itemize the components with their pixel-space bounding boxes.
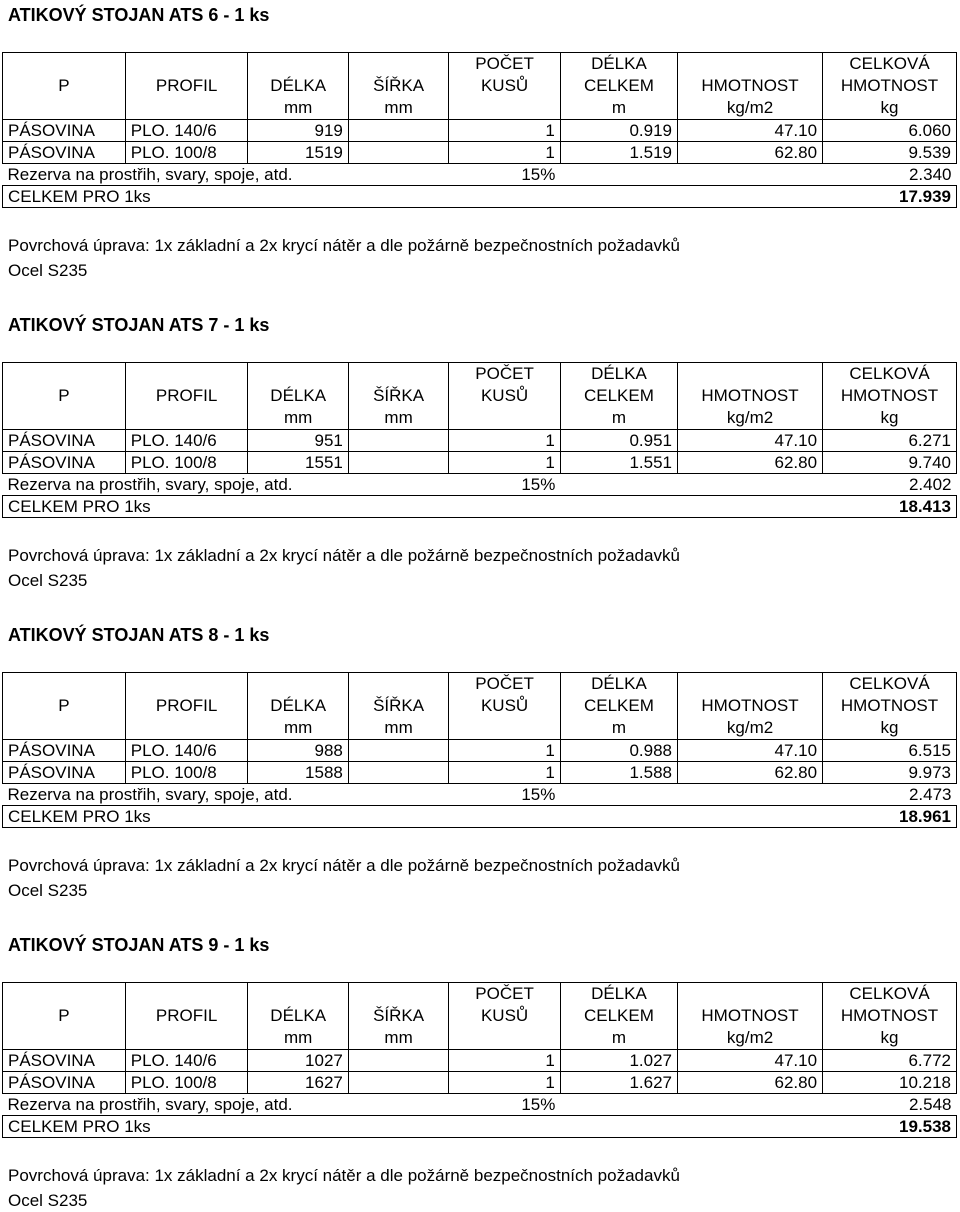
reserve-label: Rezerva na prostřih, svary, spoje, atd. [7,165,293,184]
header-row [3,407,957,430]
header-cell [3,363,126,386]
cell-p: PÁSOVINA [3,452,126,474]
total-row [3,1116,957,1138]
header-row [3,1005,957,1027]
header-cell: kg [823,407,957,430]
header-cell: DÉLKA [560,673,677,696]
section-title: ATIKOVÝ STOJAN ATS 9 - 1 ks [8,935,270,955]
table-row [3,1050,957,1072]
header-cell [125,407,248,430]
cell-delka: 1551 [248,452,348,474]
header-cell [3,673,126,696]
cell-p: PÁSOVINA [3,142,126,164]
cell-profil: PLO. 140/6 [125,430,248,452]
spec-table [2,672,957,828]
cell-delka: 951 [248,430,348,452]
header-cell [125,363,248,386]
reserve-label: Rezerva na prostřih, svary, spoje, atd. [7,475,293,494]
header-row [3,385,957,407]
cell-p: PÁSOVINA [3,740,126,762]
header-row [3,363,957,386]
section-title: ATIKOVÝ STOJAN ATS 6 - 1 ks [8,5,270,25]
header-cell [125,53,248,76]
header-cell: mm [348,407,448,430]
header-cell: HMOTNOST [678,1005,823,1027]
header-cell: CELKEM [560,695,677,717]
cell-celkem: 0.951 [560,430,677,452]
header-cell [449,717,561,740]
header-cell: HMOTNOST [823,75,957,97]
header-cell [449,97,561,120]
cell-celkem: 0.988 [560,740,677,762]
cell-celkova: 6.271 [823,430,957,452]
header-cell [248,673,348,696]
total-value: 19.538 [823,1116,957,1138]
reserve-value: 2.340 [908,165,952,184]
header-cell [449,1027,561,1050]
cell-celkova: 9.973 [823,762,957,784]
header-cell: P [3,385,126,407]
header-cell [348,363,448,386]
header-cell: PROFIL [125,1005,248,1027]
header-cell: mm [248,407,348,430]
header-cell [3,407,126,430]
header-row [3,1027,957,1050]
table-row [3,452,957,474]
header-cell: kg [823,97,957,120]
cell-sirka [348,430,448,452]
header-cell [348,53,448,76]
steel-grade-note: Ocel S235 [8,1191,88,1210]
reserve-percent: 15% [521,785,556,804]
cell-profil: PLO. 100/8 [125,762,248,784]
header-cell [125,983,248,1006]
header-cell: m [560,97,677,120]
header-cell: CELKEM [560,1005,677,1027]
header-cell: m [560,1027,677,1050]
header-row [3,983,957,1006]
header-cell [3,53,126,76]
cell-kusu: 1 [449,452,561,474]
header-cell: DÉLKA [248,385,348,407]
header-cell: P [3,75,126,97]
header-cell [125,717,248,740]
cell-delka: 988 [248,740,348,762]
cell-p: PÁSOVINA [3,1050,126,1072]
cell-p: PÁSOVINA [3,762,126,784]
table-row [3,1072,957,1094]
cell-sirka [348,142,448,164]
cell-celkova: 6.060 [823,120,957,142]
reserve-spacer [560,1094,822,1116]
header-cell [3,1027,126,1050]
cell-celkem: 1.627 [560,1072,677,1094]
header-cell: P [3,1005,126,1027]
total-label: CELKEM PRO 1ks [3,186,823,208]
cell-profil: PLO. 140/6 [125,1050,248,1072]
header-cell: KUSŮ [449,695,561,717]
header-cell: HMOTNOST [823,385,957,407]
cell-celkova: 6.515 [823,740,957,762]
header-cell: DÉLKA [560,363,677,386]
header-cell [678,363,823,386]
header-cell: DÉLKA [560,983,677,1006]
header-cell [449,407,561,430]
header-cell: POČET [449,983,561,1006]
cell-profil: PLO. 140/6 [125,740,248,762]
total-label: CELKEM PRO 1ks [3,806,823,828]
cell-celkem: 1.519 [560,142,677,164]
cell-sirka [348,762,448,784]
total-value: 17.939 [823,186,957,208]
reserve-value: 2.548 [908,1095,952,1114]
cell-profil: PLO. 140/6 [125,120,248,142]
header-cell: ŠÍŘKA [348,695,448,717]
total-label: CELKEM PRO 1ks [3,1116,823,1138]
cell-kusu: 1 [449,120,561,142]
header-cell: kg/m2 [678,1027,823,1050]
header-cell: CELKOVÁ [823,673,957,696]
header-cell: kg/m2 [678,97,823,120]
spec-table [2,52,957,208]
table-row [3,120,957,142]
header-cell [678,673,823,696]
reserve-row [3,784,957,806]
reserve-percent: 15% [521,1095,556,1114]
reserve-spacer [560,474,822,496]
cell-celkem: 1.588 [560,762,677,784]
reserve-spacer [560,164,822,186]
header-cell: ŠÍŘKA [348,385,448,407]
cell-hmotnost: 47.10 [678,740,823,762]
header-cell: mm [248,97,348,120]
cell-hmotnost: 47.10 [678,430,823,452]
reserve-value: 2.402 [908,475,952,494]
cell-hmotnost: 47.10 [678,120,823,142]
header-cell: POČET [449,673,561,696]
cell-delka: 1027 [248,1050,348,1072]
header-cell: DÉLKA [248,695,348,717]
header-row [3,75,957,97]
cell-celkem: 0.919 [560,120,677,142]
spec-table [2,982,957,1138]
header-cell [678,983,823,1006]
spec-table [2,362,957,518]
reserve-row [3,1094,957,1116]
cell-p: PÁSOVINA [3,120,126,142]
header-cell: CELKOVÁ [823,53,957,76]
reserve-label: Rezerva na prostřih, svary, spoje, atd. [7,785,293,804]
header-cell: CELKEM [560,385,677,407]
table-row [3,142,957,164]
reserve-row [3,474,957,496]
cell-celkova: 9.539 [823,142,957,164]
header-cell [125,1027,248,1050]
header-cell: kg [823,1027,957,1050]
header-cell [348,983,448,1006]
surface-treatment-note: Povrchová úprava: 1x základní a 2x krycí nátěr a dle požárně bezpečnostních požadavků [8,546,680,565]
reserve-label: Rezerva na prostřih, svary, spoje, atd. [7,1095,293,1114]
header-cell: mm [348,97,448,120]
header-cell: DÉLKA [248,1005,348,1027]
header-cell: KUSŮ [449,385,561,407]
header-cell: CELKOVÁ [823,983,957,1006]
header-row [3,97,957,120]
header-cell [3,717,126,740]
cell-kusu: 1 [449,740,561,762]
cell-sirka [348,740,448,762]
header-cell [3,983,126,1006]
surface-treatment-note: Povrchová úprava: 1x základní a 2x krycí nátěr a dle požárně bezpečnostních požadavků [8,856,680,875]
total-row [3,806,957,828]
header-cell: m [560,407,677,430]
total-row [3,496,957,518]
header-cell: HMOTNOST [678,695,823,717]
cell-hmotnost: 62.80 [678,762,823,784]
header-cell: P [3,695,126,717]
header-cell: ŠÍŘKA [348,75,448,97]
total-value: 18.961 [823,806,957,828]
header-cell: DÉLKA [248,75,348,97]
reserve-row [3,164,957,186]
cell-kusu: 1 [449,762,561,784]
header-cell: kg/m2 [678,407,823,430]
header-cell: mm [248,717,348,740]
header-cell: mm [348,1027,448,1050]
header-cell: KUSŮ [449,75,561,97]
surface-treatment-note: Povrchová úprava: 1x základní a 2x krycí nátěr a dle požárně bezpečnostních požadavků [8,236,680,255]
cell-kusu: 1 [449,1072,561,1094]
cell-celkova: 9.740 [823,452,957,474]
cell-delka: 1519 [248,142,348,164]
cell-hmotnost: 47.10 [678,1050,823,1072]
header-cell: kg [823,717,957,740]
steel-grade-note: Ocel S235 [8,261,88,280]
header-row [3,717,957,740]
header-cell: PROFIL [125,75,248,97]
header-row [3,695,957,717]
header-cell: HMOTNOST [678,75,823,97]
cell-profil: PLO. 100/8 [125,1072,248,1094]
cell-delka: 919 [248,120,348,142]
cell-kusu: 1 [449,1050,561,1072]
header-row [3,53,957,76]
reserve-spacer [560,784,822,806]
header-cell: mm [348,717,448,740]
header-row [3,673,957,696]
header-cell: mm [248,1027,348,1050]
section-title: ATIKOVÝ STOJAN ATS 8 - 1 ks [8,625,270,645]
reserve-value: 2.473 [908,785,952,804]
cell-hmotnost: 62.80 [678,142,823,164]
header-cell [248,53,348,76]
cell-kusu: 1 [449,430,561,452]
header-cell: kg/m2 [678,717,823,740]
cell-celkem: 1.551 [560,452,677,474]
section-title: ATIKOVÝ STOJAN ATS 7 - 1 ks [8,315,270,335]
header-cell: CELKEM [560,75,677,97]
header-cell [125,97,248,120]
header-cell: DÉLKA [560,53,677,76]
header-cell: CELKOVÁ [823,363,957,386]
header-cell [125,673,248,696]
table-row [3,762,957,784]
header-cell: HMOTNOST [678,385,823,407]
reserve-percent: 15% [521,165,556,184]
header-cell: HMOTNOST [823,695,957,717]
header-cell: PROFIL [125,385,248,407]
total-label: CELKEM PRO 1ks [3,496,823,518]
cell-hmotnost: 62.80 [678,452,823,474]
total-value: 18.413 [823,496,957,518]
cell-hmotnost: 62.80 [678,1072,823,1094]
table-row [3,740,957,762]
cell-profil: PLO. 100/8 [125,142,248,164]
header-cell: ŠÍŘKA [348,1005,448,1027]
reserve-percent: 15% [521,475,556,494]
cell-sirka [348,120,448,142]
header-cell: POČET [449,53,561,76]
header-cell: PROFIL [125,695,248,717]
cell-delka: 1627 [248,1072,348,1094]
header-cell [348,673,448,696]
cell-profil: PLO. 100/8 [125,452,248,474]
cell-celkova: 6.772 [823,1050,957,1072]
cell-celkem: 1.027 [560,1050,677,1072]
cell-sirka [348,452,448,474]
surface-treatment-note: Povrchová úprava: 1x základní a 2x krycí nátěr a dle požárně bezpečnostních požadavků [8,1166,680,1185]
total-row [3,186,957,208]
steel-grade-note: Ocel S235 [8,571,88,590]
header-cell [248,983,348,1006]
cell-kusu: 1 [449,142,561,164]
header-cell: POČET [449,363,561,386]
header-cell [248,363,348,386]
cell-sirka [348,1050,448,1072]
cell-p: PÁSOVINA [3,1072,126,1094]
header-cell: HMOTNOST [823,1005,957,1027]
steel-grade-note: Ocel S235 [8,881,88,900]
table-row [3,430,957,452]
cell-celkova: 10.218 [823,1072,957,1094]
cell-sirka [348,1072,448,1094]
header-cell [3,97,126,120]
cell-delka: 1588 [248,762,348,784]
header-cell: KUSŮ [449,1005,561,1027]
cell-p: PÁSOVINA [3,430,126,452]
header-cell [678,53,823,76]
header-cell: m [560,717,677,740]
